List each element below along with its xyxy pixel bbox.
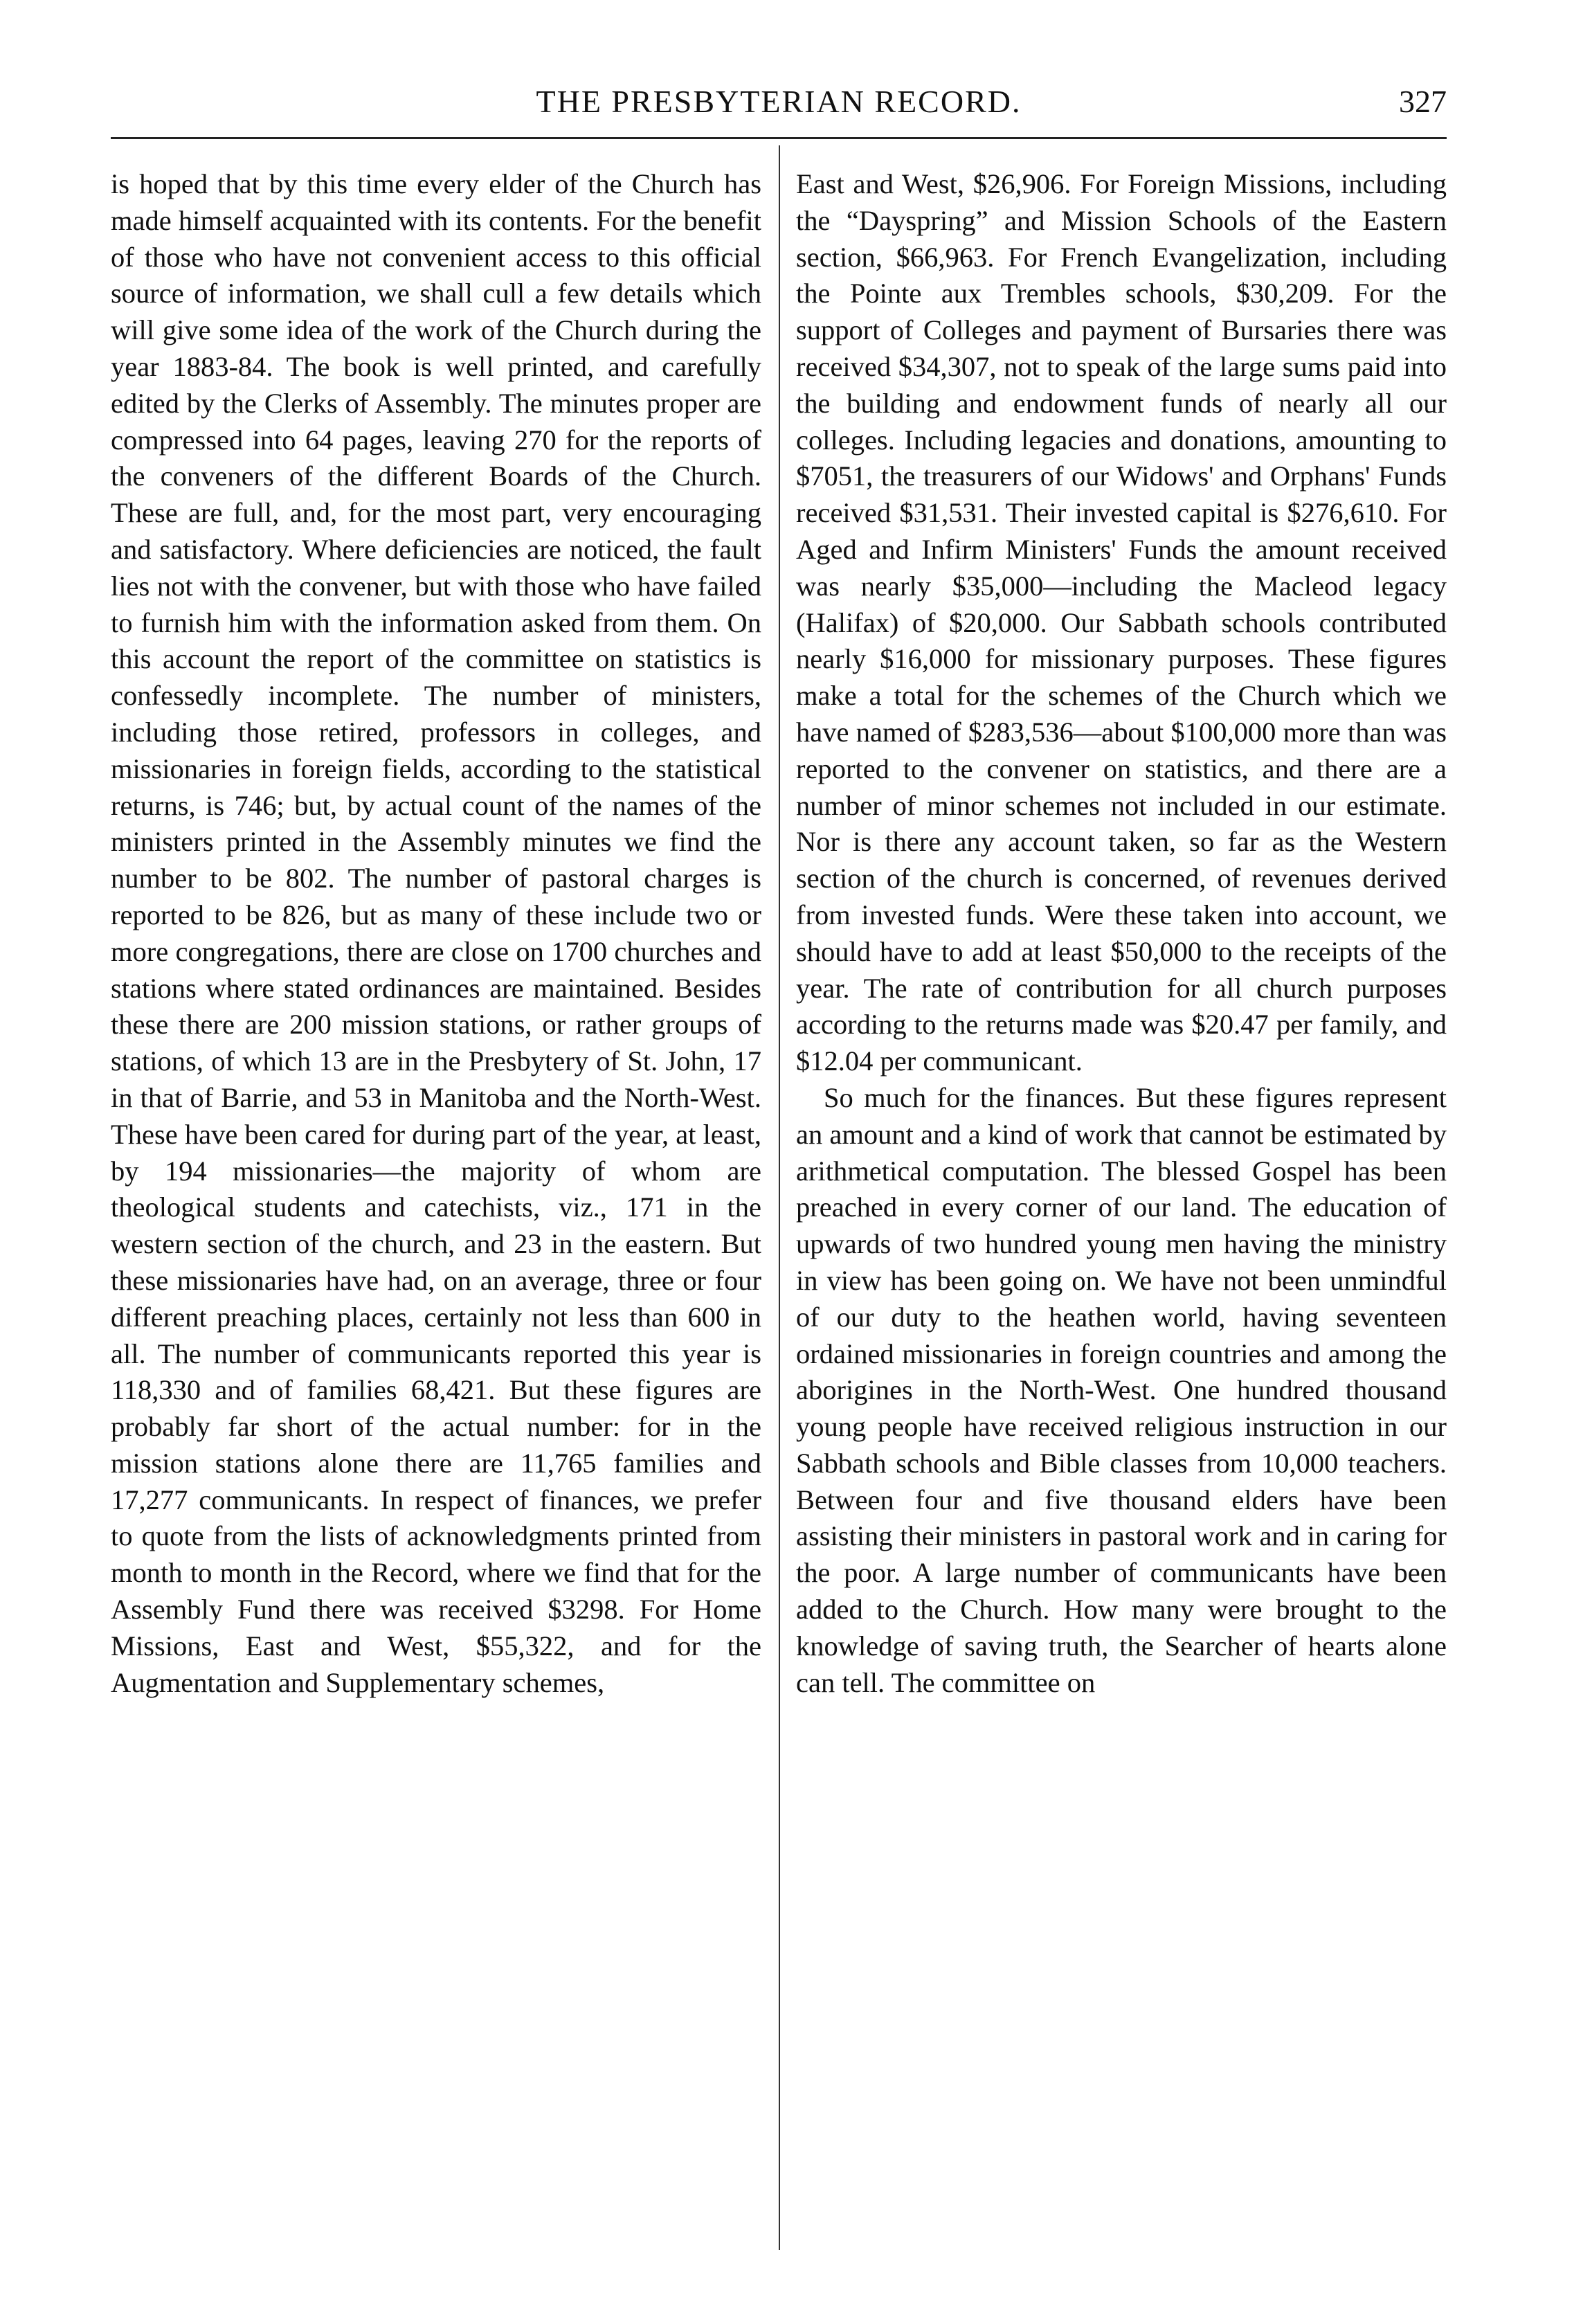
left-column-paragraph: is hoped that by this time every elder of the Church has made himself acquainted with its contents. For the benefit of those who have not convenient access to this official source of information, we shall cull a few details which will give some idea of the work of the Church during the year 1883-84. The book is well printed, and carefully edited by the Clerks of Assembly. The minutes proper are compressed into 64 pages, leaving 270 for the reports of the conveners of the different Boards of the Church. These are full, and, for the most part, very encouraging and satisfactory. Where deficiencies are noticed, the fault lies not with the convener, but with those who have failed to furnish him with the information asked from them. On this account the report of the committee on statistics is confessedly incomplete. The number of ministers, including those retired, professors in colleges, and missionaries in foreign fields, according to the statistical returns, is 746; but, by actual count of the names of the ministers printed in the Assembly minutes we find the number to be 802. The number of pastoral charges is reported to be 826, but as many of these include two or more congregations, there are close on 1700 churches and stations where stated ordinances are maintained. Besides these there are 200 mission stations, or rather groups of stations, of which 13 are in the Presbytery of St. John, 17 in that of Barrie, and 53 in Manitoba and the North-West. These have been cared for during part of the year, at least, by 194 missionaries—the majority of whom are theological students and catechists, viz., 171 in the western section of the church, and 23 in the eastern. But these missionaries have had, on an average, three or four different preaching places, certainly not less than 600 in all. The number of communicants reported this year is 118,330 and of families 68,421. But these figures are probably far short of the actual number: for in the mission stations alone there are 11,765 families and 17,277 communicants. In respect of finances, we prefer to quote from the lists of acknowledgments printed from month to month in the Record, where we find that for the Assembly Fund there was received $3298. For Home Missions, East and West, $55,322, and for the Augmentation and Supplementary schemes, — [111, 168, 761, 1698]
left-column — [111, 166, 761, 2257]
column-divider — [779, 145, 780, 2250]
right-column — [796, 166, 1447, 2257]
right-column-paragraph: East and West, $26,906. For Foreign Missions, including the “Dayspring” and Mission Schools of the Eastern section, $66,963. For French Evangelization, including the Pointe aux Trembles schools, $30,209. For the support of Colleges and payment of Bursaries there was received $34,307, not to speak of the large sums paid into the building and endowment funds of nearly all our colleges. Including legacies and donations, amounting to $7051, the treasurers of our Widows' and Orphans' Funds received $31,531. Their invested capital is $276,610. For Aged and Infirm Ministers' Funds the amount received was nearly $35,000—including the Macleod legacy (Halifax) of $20,000. Our Sabbath schools contributed nearly $16,000 for missionary purposes. These figures make a total for the schemes of the Church which we have named of $283,536—about $100,000 more than was reported to the convener on statistics, and there are a number of minor schemes not included in our estimate. Nor is there any account taken, so far as the Western section of the church is concerned, of revenues derived from invested funds. Were these taken into account, we should have to add at least $50,000 to the receipts of the year. The rate of contribution for all church purposes according to the returns made was $20.47 per family, and $12.04 per communicant. — [796, 168, 1447, 1077]
page-number: 327 — [1399, 84, 1447, 119]
running-title: THE PRESBYTERIAN RECORD. — [536, 84, 1022, 119]
page-header — [111, 78, 1447, 126]
right-column-paragraph: So much for the finances. But these figures represent an amount and a kind of work that cannot be estimated by arithmetical computation. The blessed Gospel has been preached in every corner of our land. The education of upwards of two hundred young men having the ministry in view has been going on. We have not been unmindful of our duty to the heathen world, having seventeen ordained missionaries in foreign countries and among the aborigines in the North-West. One hundred thousand young people have received religious instruction in our Sabbath schools and Bible classes from 10,000 teachers. Between four and five thousand elders have been assisting their ministers in pastoral work and in caring for the poor. A large number of communicants have been added to the Church. How many were brought to the knowledge of saving truth, the Searcher of hearts alone can tell. The committee on — [796, 1081, 1447, 1698]
header-rule — [111, 137, 1447, 139]
